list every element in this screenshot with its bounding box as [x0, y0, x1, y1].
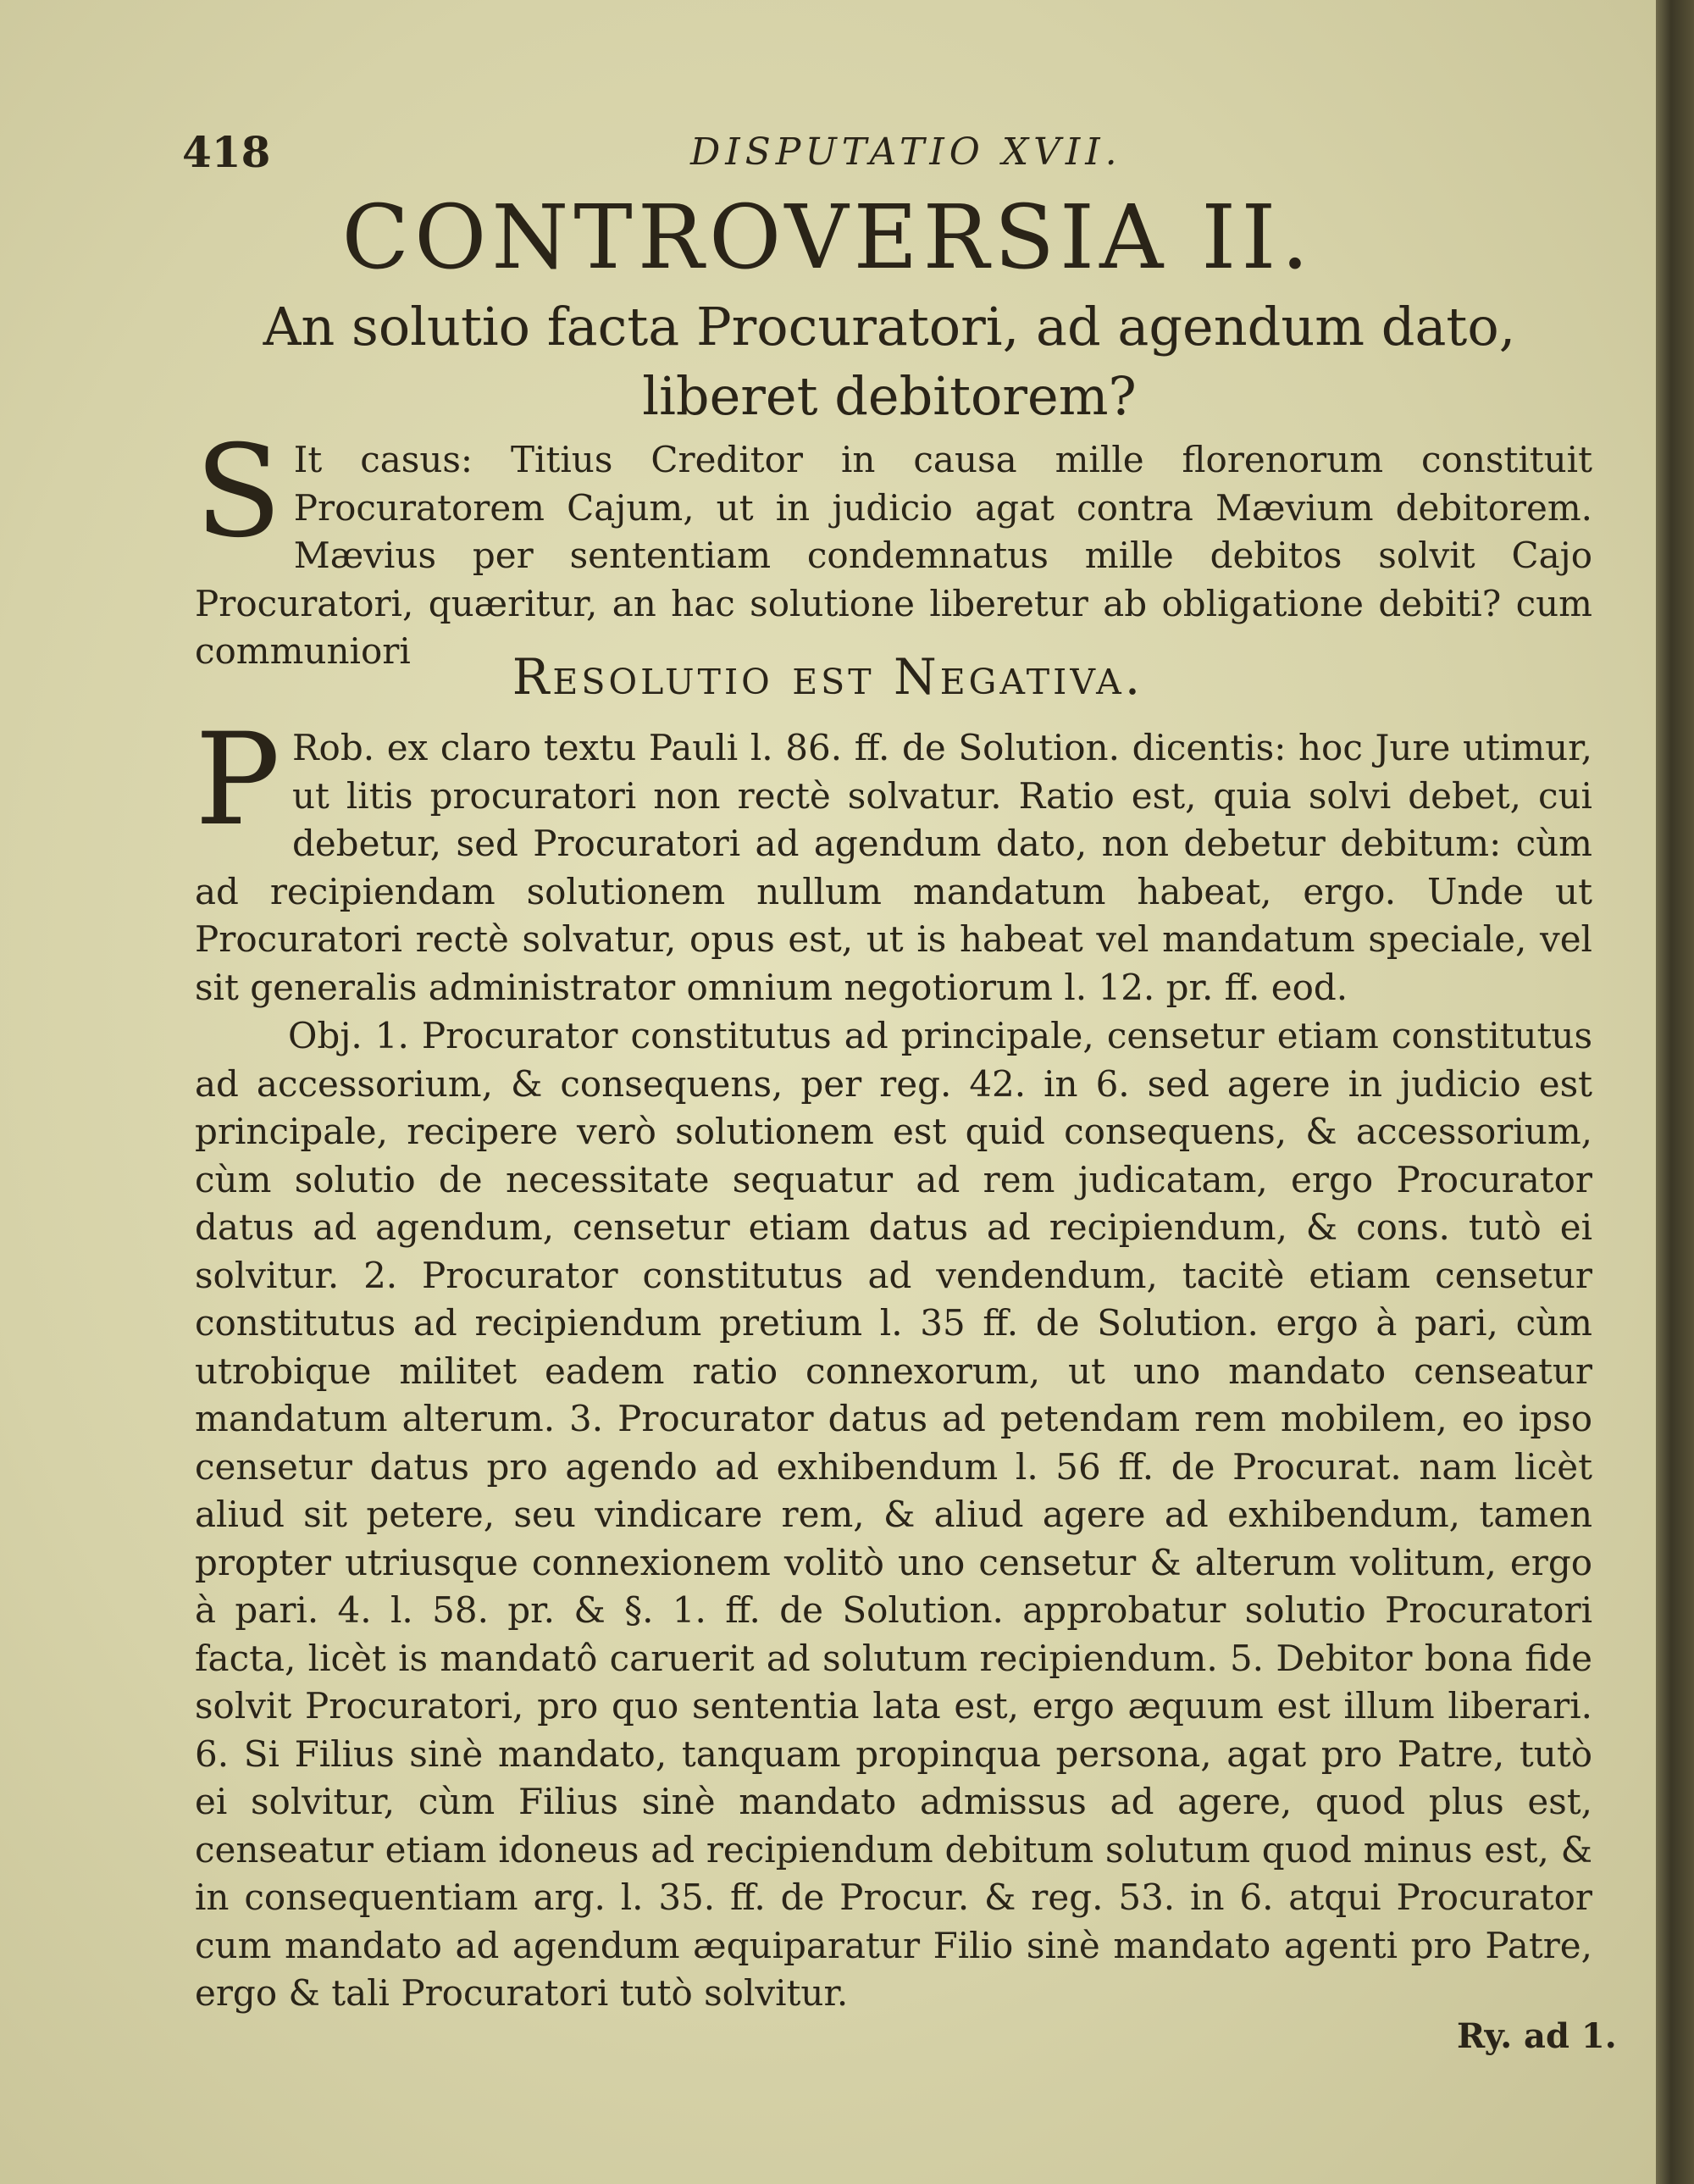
proof-paragraph: [195, 707, 1592, 1012]
dropcap-s: S: [195, 419, 282, 566]
page-gutter: [1656, 0, 1694, 2184]
objections-paragraph: [195, 1012, 1592, 2018]
running-head: DISPUTATIO XVII.: [690, 130, 1122, 174]
case-text: It casus: Titius Creditor in causa mille florenorum constituit Procuratorem Cajum, ut in judicio agat contra Mævium debitorem. Mævius per sententiam condemnatus mille debitos solvit Cajo Procuratori, quæritur, an hac solutione liberetur ab obligatione debiti? cum communiori: [195, 439, 1592, 672]
resolution-heading: Resolutio est Negativa.: [512, 648, 1144, 706]
question-heading: An solutio facta Procuratori, ad agendum dato, liberet debitorem?: [263, 296, 1516, 427]
page-number: 418: [182, 127, 271, 177]
page-header: [182, 127, 1605, 186]
proof-text: Rob. ex claro textu Pauli l. 86. ff. de Solution. dicentis: hoc Jure utimur, ut litis procuratori non rectè solvatur. Ratio est, quia solvi debet, cui debetur, sed Procuratori ad agendum dato, non debetur debitum: cùm ad recipiendam solutionem nullum mandatum habeat, ergo. Unde ut Procuratori rectè solvatur, opus est, ut is habeat vel mandatum speciale, vel sit generalis administrator omnium negotiorum l. 12. pr. ff. eod.: [195, 727, 1592, 1008]
section-title: CONTROVERSIA II.: [341, 186, 1315, 289]
objections-text: Obj. 1. Procurator constitutus ad principale, censetur etiam constitutus ad accessorium, & consequens, per reg. 42. in 6. sed agere in judicio est principale, recipere verò solutionem est quid consequens, & accessorium, cùm solutio de necessitate sequatur ad rem judicatam, ergo Procurator datus ad agendum, censetur etiam datus ad recipiendum, & cons. tutò ei solvitur. 2. Procurator constitutus ad vendendum, tacitè etiam censetur constitutus ad recipiendum pretium l. 35 ff. de Solution. ergo à pari, cùm utrobique militet eadem ratio connexorum, ut uno mandato censeatur mandatum alterum. 3. Procurator datus ad petendam rem mobilem, eo ipso censetur datus pro agendo ad exhibendum l. 56 ff. de Procurat. nam licèt aliud sit petere, seu vindicare rem, & aliud agere ad exhibendum, tamen propter utriusque connexionem volitò uno censetur & alterum volitum, ergo à pari. 4. l. 58. pr. & §. 1. ff. de Solution. approbatur solutio Procuratori facta, licèt is mandatô caruerit ad solutum recipiendum. 5. Debitor bona fide solvit Procuratori, pro quo sententia lata est, ergo æquum est illum liberari. 6. Si Filius sinè mandato, tanquam propinqua persona, agat pro Patre, tutò ei solvitur, cùm Filius sinè mandato admissus ad agere, quod plus est, censeatur etiam idoneus ad recipiendum debitum solutum quod minus est, & in consequentiam arg. l. 35. ff. de Procur. & reg. 53. in 6. atqui Procurator cum mandato ad agendum æquiparatur Filio sinè mandato agenti pro Patre, ergo & tali Procuratori tutò solvitur.: [195, 1015, 1592, 2014]
case-paragraph: [195, 419, 1592, 676]
catchword: Ry. ad 1.: [1457, 2016, 1617, 2056]
dropcap-p: P: [195, 707, 280, 854]
